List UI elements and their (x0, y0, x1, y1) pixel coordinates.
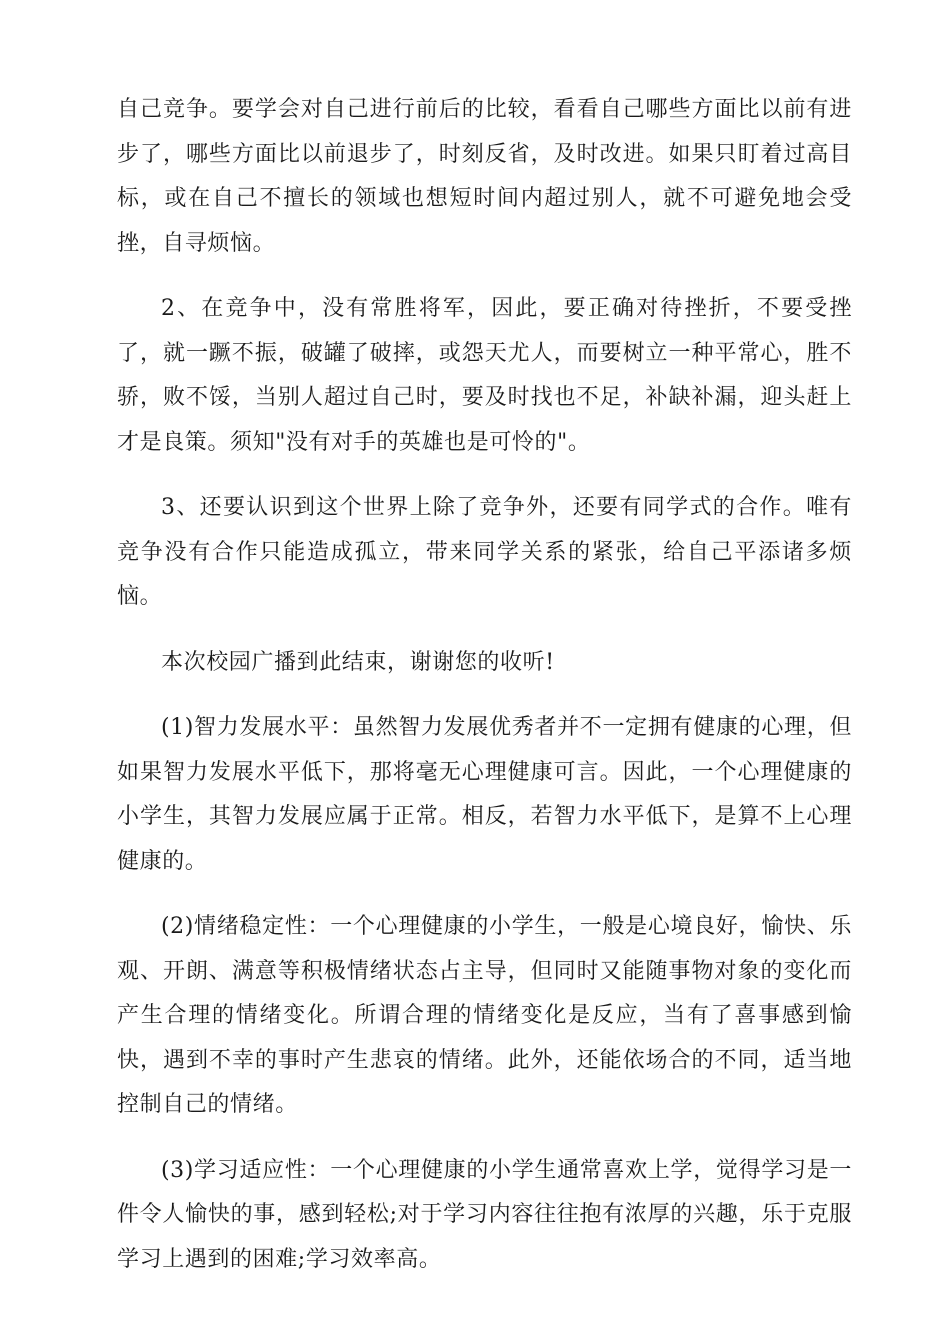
paragraph-closing: 本次校园广播到此结束，谢谢您的收听! (161, 649, 555, 675)
paragraph-learning: (3)学习适应性：一个心理健康的小学生通常喜欢上学，觉得学习是一件令人愉快的事，感到轻松;对于学习内容往往抱有浓厚的兴趣，乐于克服学习上遇到的困难;学习效率高。 (117, 1157, 852, 1272)
paragraph-intellect: (1)智力发展水平：虽然智力发展优秀者并不一定拥有健康的心理，但如果智力发展水平低下，那将毫无心理健康可言。因此，一个心理健康的小学生，其智力发展应属于正常。相反，若智力水平低下，是算不上心理健康的。 (117, 715, 852, 874)
document-body (117, 88, 852, 1303)
paragraph-continuation: 自己竞争。要学会对自己进行前后的比较，看看自己哪些方面比以前有进步了，哪些方面比以前退步了，时刻反省，及时改进。如果只盯着过高目标，或在自己不擅长的领域也想短时间内超过别人，就不可避免地会受挫，自寻烦恼。 (117, 97, 852, 256)
paragraph-point-3: 3、还要认识到这个世界上除了竞争外，还要有同学式的合作。唯有竞争没有合作只能造成孤立，带来同学关系的紧张，给自己平添诸多烦恼。 (117, 495, 852, 609)
paragraph-point-2: 2、在竞争中，没有常胜将军，因此，要正确对待挫折，不要受挫了，就一蹶不振，破罐了破摔，或怨天尤人，而要树立一种平常心，胜不骄，败不馁，当别人超过自己时，要及时找也不足，补缺补漏，迎头赶上才是良策。须知"没有对手的英雄也是可怜的"。 (117, 296, 852, 455)
paragraph-emotion: (2)情绪稳定性：一个心理健康的小学生，一般是心境良好，愉快、乐观、开朗、满意等积极情绪状态占主导，但同时又能随事物对象的变化而产生合理的情绪变化。所谓合理的情绪变化是反应，当有了喜事感到愉快，遇到不幸的事时产生悲哀的情绪。此外，还能依场合的不同，适当地控制自己的情绪。 (117, 914, 852, 1117)
